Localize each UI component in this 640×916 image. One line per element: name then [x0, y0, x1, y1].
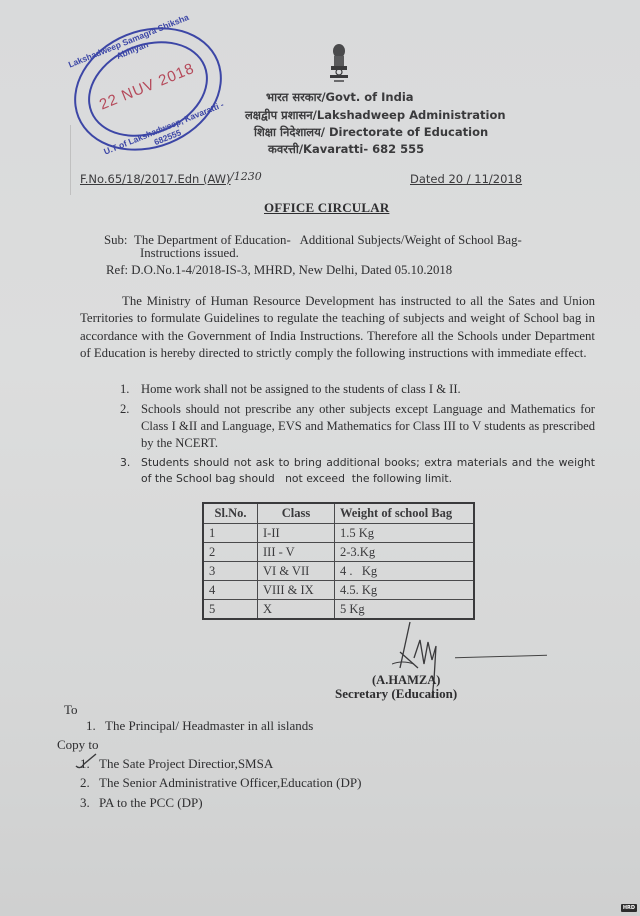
subject-label: Sub: — [104, 233, 128, 247]
column-header-weight: Weight of school Bag — [335, 503, 475, 524]
cell-weight: 1.5 Kg — [335, 524, 475, 543]
column-header-class: Class — [258, 503, 335, 524]
copy-to-item-1 — [80, 756, 273, 772]
recipient-number: 1. — [86, 718, 96, 733]
table-row — [203, 600, 474, 620]
cell-sl-no: 5 — [203, 600, 258, 620]
recipient-text: The Principal/ Headmaster in all islands — [105, 718, 314, 733]
instruction-number: 3. — [120, 456, 131, 469]
cell-weight: 2-3.Kg — [335, 543, 475, 562]
instruction-item-1 — [120, 381, 595, 398]
instruction-item-3 — [120, 455, 599, 487]
cell-weight: 4 . Kg — [335, 562, 475, 581]
table-row — [203, 581, 474, 600]
instruction-number: 1. — [120, 382, 130, 396]
recipient-item-1 — [86, 718, 313, 734]
document-title: OFFICE CIRCULAR — [264, 200, 390, 215]
signature-line — [455, 655, 547, 658]
body-paragraph: The Ministry of Human Resource Development has instructed to all the Sates and Union Territories to formulate Guidelines to regulate the teaching of subjects and weight of School bag in accordance with the Government of India Instructions. Therefore all the Schools under Department of Education is hereby directed to strictly comply the following instructions with immediate effect. — [80, 294, 595, 361]
stamp-top-text: Lakshadweep Samagra Shiksha Abhiyan — [66, 11, 191, 70]
header-directorate-of-education: शिक्षा निदेशालय/ Directorate of Education — [254, 125, 489, 139]
copy-number: 2. — [80, 775, 90, 790]
file-number: F.No.65/18/2017.Edn (AW) — [80, 172, 231, 186]
header-lakshadweep-administration: लक्षद्वीप प्रशासन/Lakshadweep Administration — [245, 108, 506, 122]
cell-sl-no: 3 — [203, 562, 258, 581]
handwritten-dispatch-number: /1230 — [230, 170, 262, 183]
copy-text: The Senior Administrative Officer,Education (DP) — [99, 775, 362, 790]
instruction-item-2 — [120, 401, 595, 452]
signatory-designation: Secretary (Education) — [335, 686, 458, 701]
copy-text: The Sate Project Directior,SMSA — [99, 756, 274, 771]
samagra-shiksha-stamp — [55, 6, 240, 172]
school-bag-weight-table — [202, 502, 475, 620]
copy-to-item-3 — [80, 795, 203, 811]
page-edge-shadow — [70, 125, 71, 195]
cell-sl-no: 2 — [203, 543, 258, 562]
instruction-text: Home work shall not be assigned to the students of class I & II. — [141, 382, 461, 396]
cell-class: I-II — [258, 524, 335, 543]
stamp-bottom-text: U.T of Lakshadweep, Kavaratti - 682555 — [102, 99, 226, 157]
cell-sl-no: 4 — [203, 581, 258, 600]
copy-text: PA to the PCC (DP) — [99, 795, 203, 810]
header-kavaratti-address: कवरत्ती/Kavaratti- 682 555 — [268, 142, 425, 156]
cell-class: VI & VII — [258, 562, 335, 581]
copy-to-label: Copy to — [57, 737, 99, 752]
table-header-row — [203, 503, 474, 524]
cell-class: X — [258, 600, 335, 620]
instruction-number: 2. — [120, 402, 130, 416]
circular-date: Dated 20 / 11/2018 — [410, 172, 523, 186]
table-row — [203, 562, 474, 581]
signatory-name: (A.HAMZA) — [372, 673, 441, 687]
cell-weight: 4.5. Kg — [335, 581, 475, 600]
table-row — [203, 524, 474, 543]
cell-class: VIII & IX — [258, 581, 335, 600]
stamp-date: 22 NUV 2018 — [97, 59, 198, 114]
instruction-text: Students should not ask to bring additional books; extra materials and the weight of the School bag should not exceed the following limit. — [141, 456, 599, 485]
copy-number: 3. — [80, 795, 90, 810]
instruction-text: Schools should not prescribe any other subjects except Language and Mathematics for Class I &II and Language, EVS and Mathematics for Class III to V students as prescribed by the NCERT. — [141, 402, 595, 450]
cell-weight: 5 Kg — [335, 600, 475, 620]
cell-class: III - V — [258, 543, 335, 562]
watermark-badge: HRD — [622, 905, 635, 911]
copy-to-item-2 — [80, 775, 361, 791]
copy-number: 1. — [80, 756, 90, 771]
subject-line-2: Instructions issued. — [140, 246, 239, 260]
handwritten-tick-icon — [74, 752, 98, 775]
to-label: To — [64, 702, 78, 717]
header-govt-of-india: भारत सरकार/Govt. of India — [266, 90, 414, 104]
table-row — [203, 543, 474, 562]
ashoka-emblem-icon — [326, 42, 352, 84]
subject-line-1: The Department of Education- Additional Subjects/Weight of School Bag- — [134, 233, 522, 247]
cell-sl-no: 1 — [203, 524, 258, 543]
reference-line: Ref: D.O.No.1-4/2018-IS-3, MHRD, New Delhi, Dated 05.10.2018 — [106, 263, 453, 277]
column-header-sl-no: Sl.No. — [203, 503, 258, 524]
